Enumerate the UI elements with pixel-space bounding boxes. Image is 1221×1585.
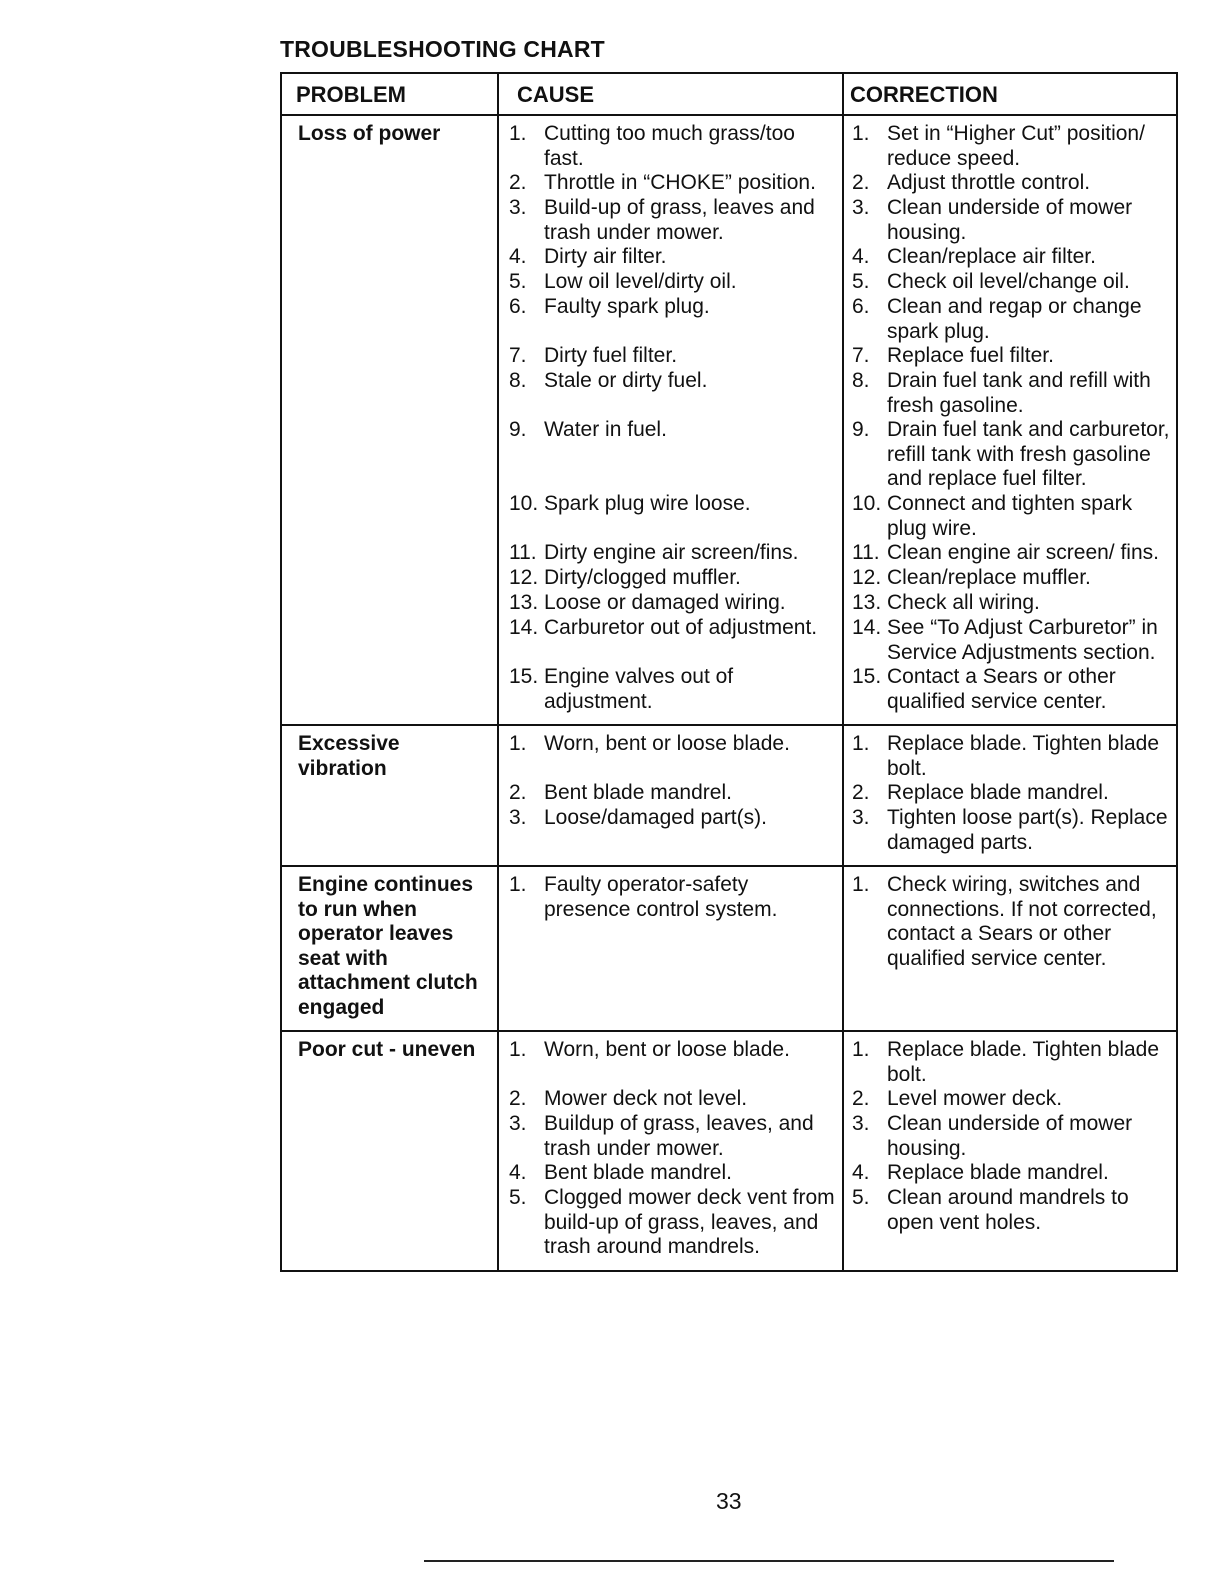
cause-text: Low oil level/dirty oil. [544, 270, 737, 293]
cause-item [509, 1112, 836, 1161]
correction-text: Drain fuel tank and carburetor, refill tank with fresh gasoline and replace fuel filter. [887, 418, 1170, 490]
item-number: 7. [852, 344, 870, 367]
cause-item [509, 665, 836, 714]
cause-item [509, 196, 836, 245]
cause-item [509, 492, 836, 541]
cause-item [509, 418, 836, 492]
item-number: 13. [509, 591, 539, 614]
correction-item [852, 418, 1174, 492]
item-number: 1. [509, 1038, 527, 1061]
correction-text: Adjust throttle control. [887, 171, 1091, 194]
cause-text: Engine valves out of adjustment. [544, 665, 734, 713]
item-number: 2. [509, 781, 527, 804]
correction-text: Replace fuel filter. [887, 344, 1054, 367]
correction-item [852, 344, 1174, 369]
item-number: 11. [852, 541, 880, 564]
problem-column-header: PROBLEM [281, 73, 498, 115]
page-number: 33 [716, 1488, 742, 1514]
correction-text: Replace blade. Tighten blade bolt. [887, 732, 1160, 780]
correction-item [852, 270, 1174, 295]
item-number: 4. [509, 1161, 527, 1184]
correction-text: Replace blade mandrel. [887, 1161, 1109, 1184]
item-number: 13. [852, 591, 882, 614]
correction-text: Drain fuel tank and refill with fresh gasoline. [887, 369, 1151, 417]
item-number: 5. [509, 270, 527, 293]
item-number: 4. [852, 1161, 870, 1184]
cause-item [509, 344, 836, 369]
cause-cell [498, 115, 843, 725]
cause-item [509, 566, 836, 591]
item-number: 5. [852, 1186, 870, 1209]
cause-text: Buildup of grass, leaves, and trash under mower. [544, 1112, 814, 1160]
cause-text: Cutting too much grass/too fast. [544, 122, 795, 170]
correction-text: Clean/replace air filter. [887, 245, 1096, 268]
cause-item [509, 171, 836, 196]
correction-text: Clean underside of mower housing. [887, 1112, 1133, 1160]
correction-item [852, 492, 1174, 541]
cause-text: Carburetor out of adjustment. [544, 616, 818, 639]
correction-text: Contact a Sears or other qualified service center. [887, 665, 1116, 713]
correction-text: See “To Adjust Carburetor” in Service Adjustments section. [887, 616, 1158, 664]
correction-item [852, 295, 1174, 344]
correction-item [852, 1112, 1174, 1161]
item-number: 5. [852, 270, 870, 293]
table-body [281, 115, 1177, 1271]
item-number: 2. [852, 171, 870, 194]
correction-text: Connect and tighten spark plug wire. [887, 492, 1133, 540]
cause-item [509, 732, 836, 781]
correction-cell [843, 1031, 1177, 1271]
problem-cell: Poor cut - uneven [281, 1031, 498, 1271]
cause-text: Bent blade mandrel. [544, 1161, 732, 1184]
correction-item [852, 369, 1174, 418]
problem-cell: Loss of power [281, 115, 498, 725]
cause-item [509, 369, 836, 418]
item-number: 4. [509, 245, 527, 268]
item-number: 15. [509, 665, 539, 688]
item-number: 9. [509, 418, 527, 441]
cause-text: Dirty/clogged muffler. [544, 566, 741, 589]
correction-item [852, 616, 1174, 665]
item-number: 5. [509, 1186, 527, 1209]
cause-text: Spark plug wire loose. [544, 492, 751, 515]
cause-text: Worn, bent or loose blade. [544, 732, 790, 755]
item-number: 2. [852, 781, 870, 804]
item-number: 8. [852, 369, 870, 392]
item-number: 8. [509, 369, 527, 392]
cause-item [509, 1186, 836, 1260]
cause-text: Clogged mower deck vent from build-up of grass, leaves, and trash around mandrels. [544, 1186, 835, 1258]
cause-text: Build-up of grass, leaves and trash under mower. [544, 196, 815, 244]
correction-item [852, 1087, 1174, 1112]
cause-text: Water in fuel. [544, 418, 667, 441]
item-number: 15. [852, 665, 882, 688]
cause-item [509, 1161, 836, 1186]
item-number: 1. [852, 732, 870, 755]
cause-text: Loose/damaged part(s). [544, 806, 767, 829]
item-number: 1. [852, 1038, 870, 1061]
item-number: 1. [509, 122, 527, 145]
troubleshooting-table [280, 72, 1178, 1272]
item-number: 14. [852, 616, 882, 639]
correction-item [852, 196, 1174, 245]
correction-item [852, 1186, 1174, 1260]
correction-item [852, 122, 1174, 171]
item-number: 3. [509, 1112, 527, 1135]
problem-cell: Engine continues to run when operator leaves seat with attachment clutch engaged [281, 866, 498, 1031]
table-row [281, 1031, 1177, 1271]
cause-text: Dirty fuel filter. [544, 344, 678, 367]
item-number: 10. [509, 492, 539, 515]
cause-cell [498, 866, 843, 1031]
cause-item [509, 245, 836, 270]
correction-item [852, 1038, 1174, 1087]
table-row [281, 866, 1177, 1031]
cause-item [509, 541, 836, 566]
correction-cell [843, 866, 1177, 1031]
cause-item [509, 1087, 836, 1112]
cause-text: Dirty air filter. [544, 245, 667, 268]
table-row [281, 115, 1177, 725]
problem-cell: Excessive vibration [281, 725, 498, 866]
item-number: 11. [509, 541, 537, 564]
correction-item [852, 245, 1174, 270]
cause-item [509, 591, 836, 616]
item-number: 14. [509, 616, 539, 639]
item-number: 2. [509, 171, 527, 194]
correction-text: Replace blade mandrel. [887, 781, 1109, 804]
correction-item [852, 781, 1174, 806]
correction-item [852, 591, 1174, 616]
item-number: 9. [852, 418, 870, 441]
item-number: 1. [852, 122, 870, 145]
cause-item [509, 295, 836, 344]
footer-rule [424, 1560, 1114, 1562]
correction-text: Replace blade. Tighten blade bolt. [887, 1038, 1160, 1086]
cause-item [509, 806, 836, 855]
correction-item [852, 566, 1174, 591]
correction-text: Check all wiring. [887, 591, 1040, 614]
cause-item [509, 781, 836, 806]
correction-text: Clean underside of mower housing. [887, 196, 1133, 244]
correction-text: Clean engine air screen/ fins. [887, 541, 1159, 564]
item-number: 2. [852, 1087, 870, 1110]
item-number: 6. [509, 295, 527, 318]
cause-text: Worn, bent or loose blade. [544, 1038, 790, 1061]
correction-item [852, 806, 1174, 855]
item-number: 3. [509, 806, 527, 829]
item-number: 3. [852, 806, 870, 829]
item-number: 2. [509, 1087, 527, 1110]
cause-text: Stale or dirty fuel. [544, 369, 708, 392]
correction-cell [843, 725, 1177, 866]
correction-text: Check wiring, switches and connections. If not corrected, contact a Sears or other qualified service center. [887, 873, 1157, 970]
table-header-row [281, 73, 1177, 115]
cause-item [509, 122, 836, 171]
cause-cell [498, 725, 843, 866]
correction-cell [843, 115, 1177, 725]
cause-text: Bent blade mandrel. [544, 781, 732, 804]
item-number: 4. [852, 245, 870, 268]
item-number: 10. [852, 492, 882, 515]
item-number: 7. [509, 344, 527, 367]
page-title: TROUBLESHOOTING CHART [280, 36, 605, 62]
item-number: 3. [852, 1112, 870, 1135]
cause-item [509, 1038, 836, 1087]
item-number: 1. [852, 873, 870, 896]
item-number: 12. [852, 566, 882, 589]
correction-text: Clean and regap or change spark plug. [887, 295, 1142, 343]
cause-item [509, 270, 836, 295]
cause-text: Faulty spark plug. [544, 295, 710, 318]
item-number: 3. [509, 196, 527, 219]
correction-text: Set in “Higher Cut” position/ reduce speed. [887, 122, 1145, 170]
cause-text: Dirty engine air screen/fins. [544, 541, 799, 564]
item-number: 1. [509, 732, 527, 755]
correction-text: Clean/replace muffler. [887, 566, 1091, 589]
correction-item [852, 171, 1174, 196]
item-number: 1. [509, 873, 527, 896]
item-number: 3. [852, 196, 870, 219]
correction-item [852, 1161, 1174, 1186]
correction-text: Check oil level/change oil. [887, 270, 1130, 293]
correction-column-header: CORRECTION [843, 73, 1177, 115]
cause-item [509, 873, 836, 971]
correction-text: Tighten loose part(s). Replace damaged parts. [887, 806, 1168, 854]
correction-item [852, 873, 1174, 971]
correction-item [852, 665, 1174, 714]
cause-text: Mower deck not level. [544, 1087, 748, 1110]
item-number: 6. [852, 295, 870, 318]
cause-cell [498, 1031, 843, 1271]
cause-text: Faulty operator-safety presence control system. [544, 873, 778, 921]
correction-item [852, 541, 1174, 566]
cause-item [509, 616, 836, 665]
correction-text: Level mower deck. [887, 1087, 1063, 1110]
correction-item [852, 732, 1174, 781]
cause-text: Loose or damaged wiring. [544, 591, 786, 614]
correction-text: Clean around mandrels to open vent holes. [887, 1186, 1129, 1234]
table-row [281, 725, 1177, 866]
cause-text: Throttle in “CHOKE” position. [544, 171, 816, 194]
item-number: 12. [509, 566, 539, 589]
cause-column-header: CAUSE [498, 73, 843, 115]
